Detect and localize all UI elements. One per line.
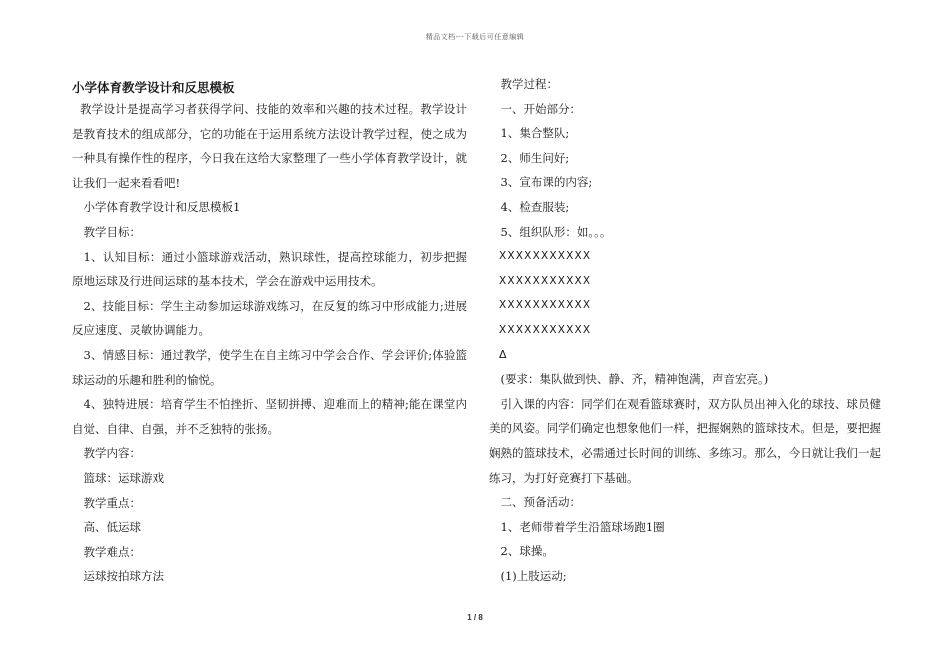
step-line: 2、师生问好; [500,150,570,165]
difficulty-label: 教学难点： [83,544,141,559]
requirement-line: (要求：集队做到快、静、齐，精神饱满，声音宏亮。) [500,372,769,387]
formation-row: XXXXXXXXXXX [499,274,592,287]
step-line: 3、宣布课的内容; [500,175,593,190]
intro-paragraph: 教学设计是提高学习者获得学问、技能的效率和兴趣的技术过程。教学设计是教育技术的组成部分，它的功能在于运用系统方法设计教学过程，使之成为一种具有操作性的程序，今日我在这给大家整理了一些小学体育教学设计，就让我们一起来看看吧! [72,102,467,190]
document-title: 小学体育教学设计和反思模板 [72,80,235,95]
content-value: 篮球：运球游戏 [83,470,164,485]
intro-content-paragraph: 引入课的内容：同学们在观看篮球赛时，双方队员出神入化的球技、球员健美的风姿。同学们确定也想象他们一样，把握娴熟的篮球技术。但是，要把握娴熟的篮球技术，必需通过长时间的训练、多练习。那么，今日就让我们一起练习，为打好竞赛打下基础。 [489,396,881,485]
objective-cognitive: 1、认知目标：通过小篮球游戏活动，熟识球性，提高控球能力，初步把握原地运球及行进间运球的基本技术，学会在游戏中运用技术。 [72,249,467,289]
step-line: 4、检查服装; [500,199,570,214]
left-body [72,97,467,589]
page-header: 精品文档---下载后可任意编辑 [425,33,525,41]
key-point-value: 高、低运球 [83,520,141,535]
formation-row: XXXXXXXXXXX [499,299,592,312]
warmup-step: (1)上肢运动; [500,568,567,583]
key-point-label: 教学重点： [83,495,141,510]
right-body [489,72,881,588]
difficulty-value: 运球按拍球方法 [83,569,164,584]
start-section: 一、开始部分： [500,101,581,116]
objectives-label: 教学目标： [83,224,141,239]
warmup-step: 2、球操。 [500,544,554,559]
content-label: 教学内容： [83,446,141,461]
formation-row: XXXXXXXXXXX [499,323,592,336]
process-label: 教学过程： [500,77,558,91]
step-line: 1、集合整队; [500,126,570,141]
warmup-section: 二、预备活动： [500,495,581,510]
teacher-mark: Δ [499,347,507,361]
objective-skill: 2、技能目标：学生主动参加运球游戏练习，在反复的练习中形成能力;进展反应速度、灵敏协调能力。 [72,298,467,338]
step-line: 5、组织队形：如。。。 [500,224,612,239]
objective-individual: 4、独特进展：培育学生不怕挫折、坚韧拼搏、迎难而上的精神;能在课堂内自觉、自律、自强，并不乏独特的张扬。 [72,397,467,436]
objective-emotion: 3、情感目标：通过教学，使学生在自主练习中学会合作、学会评价;体验篮球运动的乐趣和胜利的愉悦。 [72,347,467,387]
page-number: 1 / 8 [467,613,483,622]
section-heading: 小学体育教学设计和反思模板1 [83,200,241,215]
warmup-step: 1、老师带着学生沿篮球场跑1圈 [500,519,665,534]
formation-row: XXXXXXXXXXX [499,250,592,263]
